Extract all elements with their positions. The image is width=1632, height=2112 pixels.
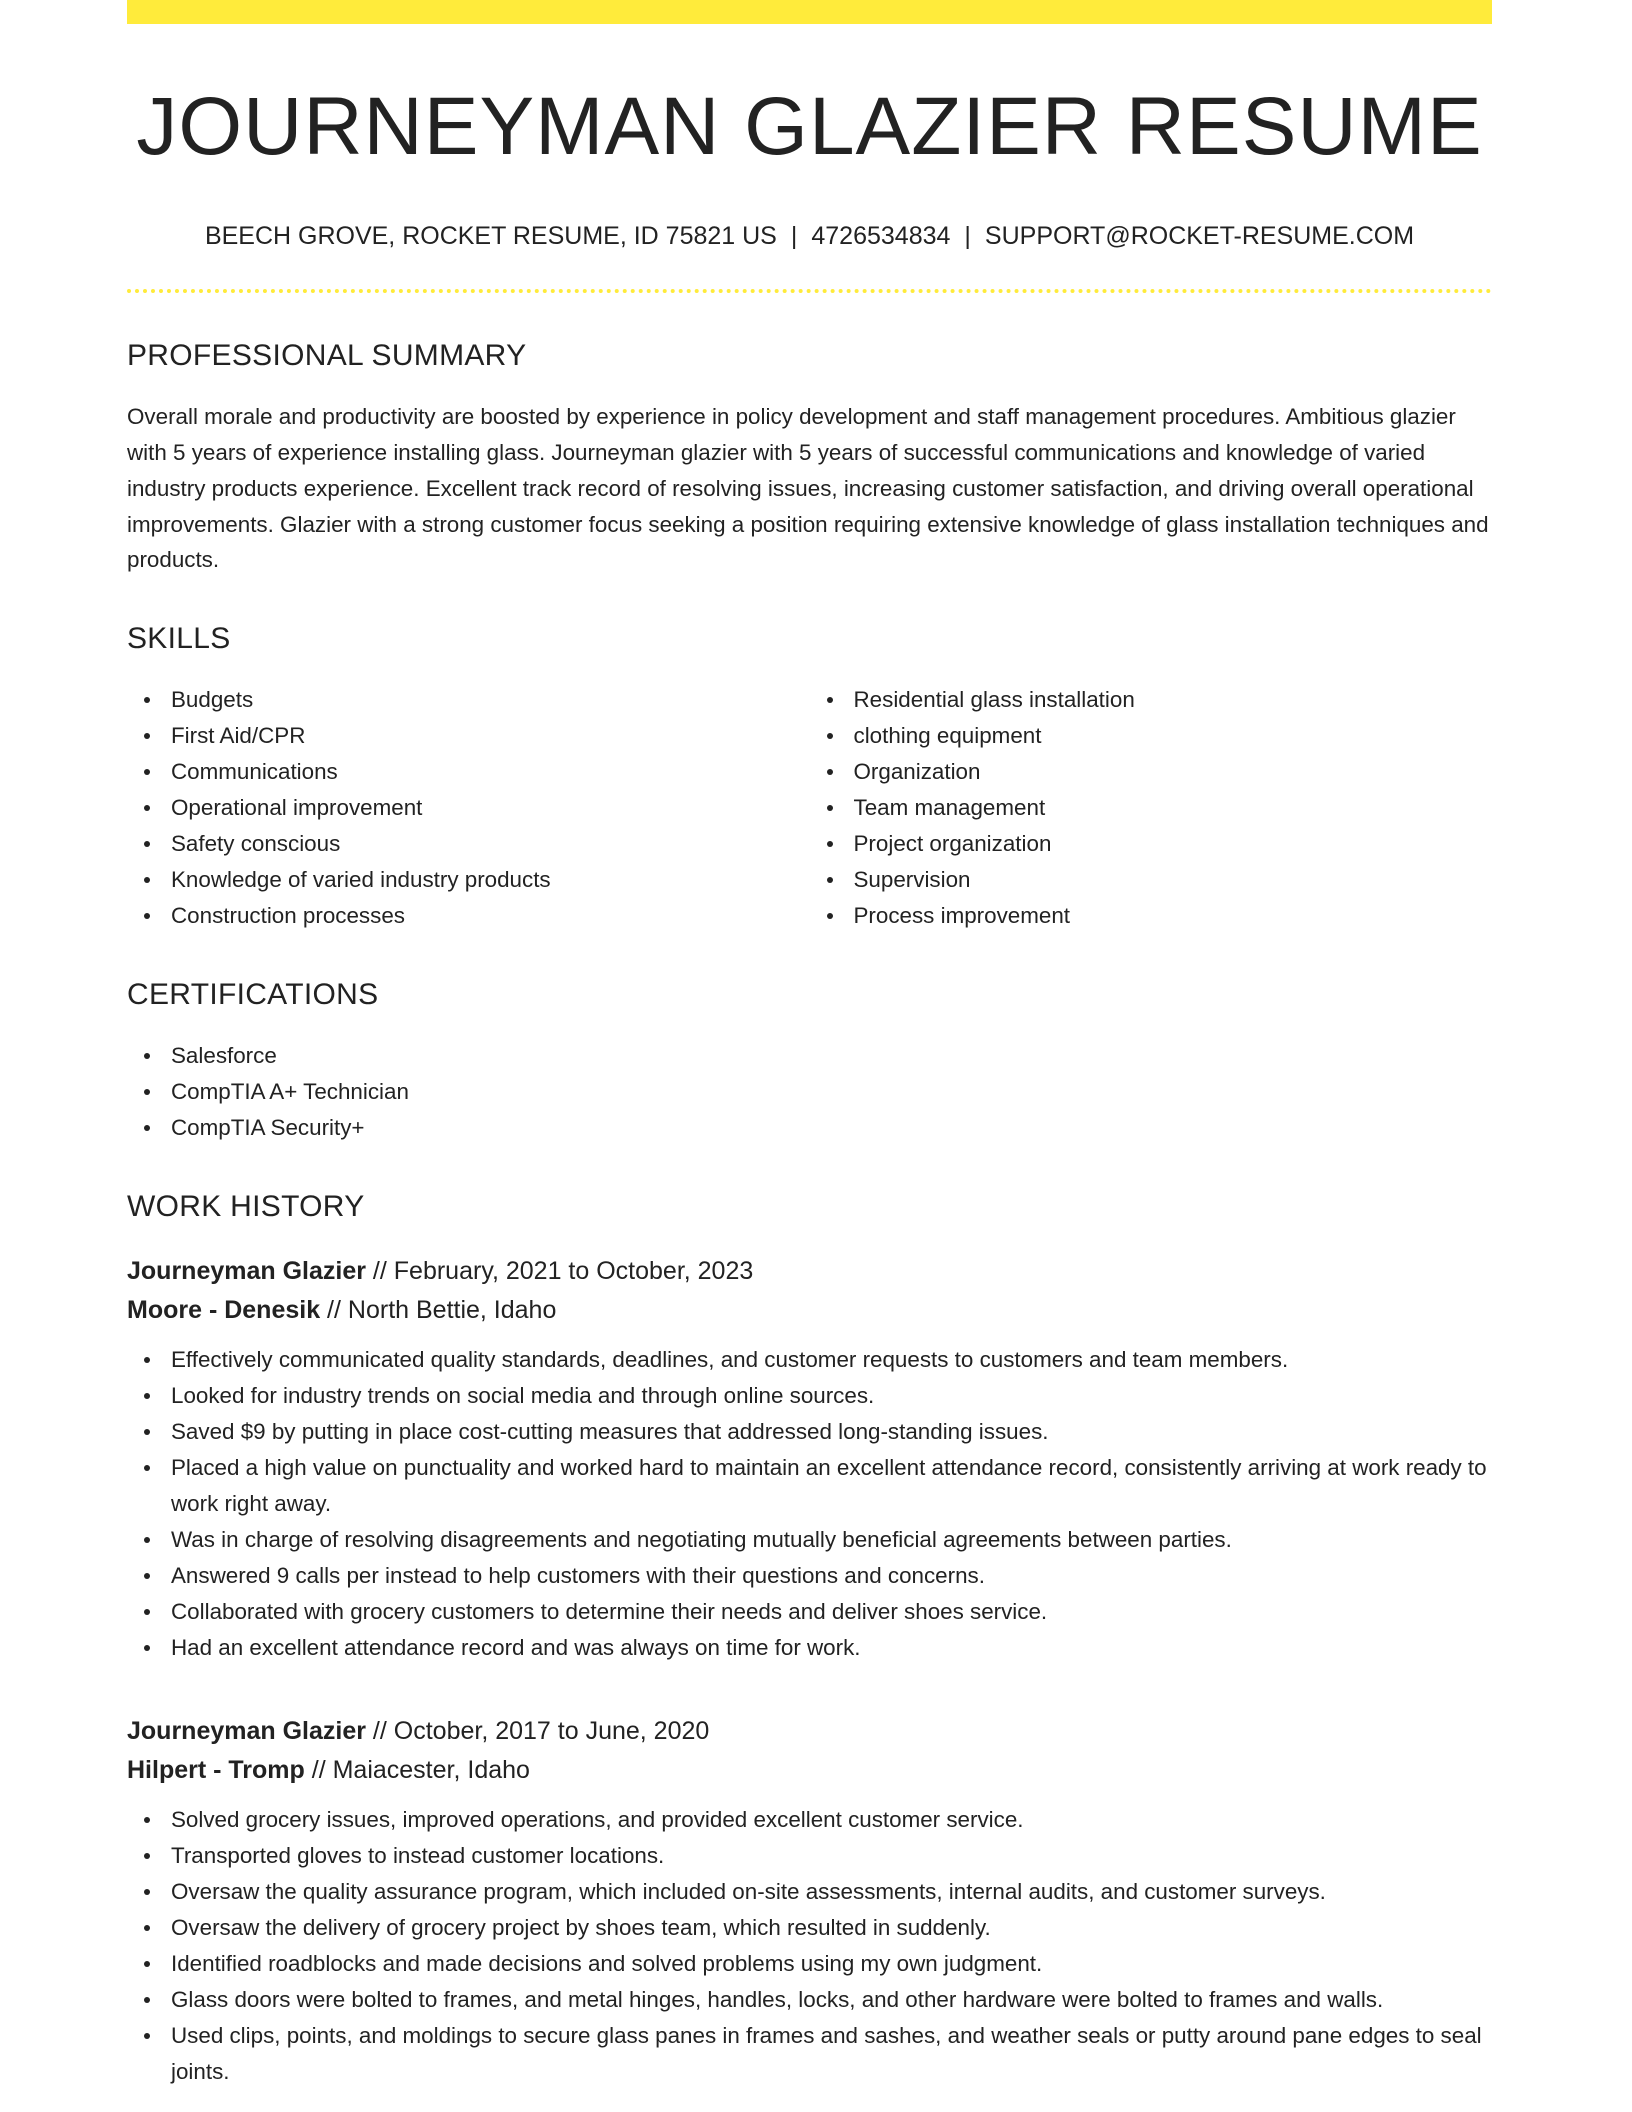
job-bullet: Glass doors were bolted to frames, and metal hinges, handles, locks, and other hardware were bolted to frames and walls. (171, 1982, 1492, 2018)
contact-separator: | (964, 222, 971, 251)
skill-item: Construction processes (171, 898, 810, 934)
job-location: Maiacester, Idaho (332, 1756, 530, 1785)
skill-item: Operational improvement (171, 790, 810, 826)
contact-line (127, 222, 1492, 251)
job-bullet: Placed a high value on punctuality and worked hard to maintain an excellent attendance record, consistently arriving at work ready to work right away. (171, 1450, 1492, 1522)
job-company: Hilpert - Tromp (127, 1756, 305, 1785)
skills-heading: SKILLS (127, 622, 231, 656)
job-bullet: Effectively communicated quality standards, deadlines, and customer requests to customers and team members. (171, 1342, 1492, 1378)
job-dates: October, 2017 to June, 2020 (393, 1717, 710, 1746)
certification-item: CompTIA Security+ (171, 1110, 1492, 1146)
summary-section (127, 339, 1492, 578)
resume-title: JOURNEYMAN GLAZIER RESUME (136, 81, 1483, 172)
job-title: Journeyman Glazier (127, 1717, 366, 1746)
skills-grid (127, 682, 1492, 934)
job-bullet: Answered 9 calls per instead to help customers with their questions and concerns. (171, 1558, 1492, 1594)
resume-page (127, 0, 1492, 2090)
skill-item: Supervision (854, 862, 1493, 898)
skill-item: Team management (854, 790, 1493, 826)
skill-item: clothing equipment (854, 718, 1493, 754)
work-history-section (127, 1190, 1492, 2090)
job-company: Moore - Denesik (127, 1296, 321, 1325)
certifications-section (127, 978, 1492, 1146)
skill-item: Residential glass installation (854, 682, 1493, 718)
skills-column-2 (810, 682, 1493, 934)
skill-item: Project organization (854, 826, 1493, 862)
summary-text: Overall morale and productivity are boosted by experience in policy development and staff management procedures. Ambitious glazier with 5 years of experience installing glass. Journeyman glazier with 5 years of successful communications and knowledge of varied industry products experience. Excellent track record of resolving issues, increasing customer satisfaction, and driving overall operational improvements. Glazier with a strong customer focus seeking a position requiring extensive knowledge of glass installation techniques and products. (127, 404, 1489, 573)
job-title: Journeyman Glazier (127, 1257, 366, 1286)
certification-item: Salesforce (171, 1038, 1492, 1074)
contact-phone: 4726534834 (811, 222, 951, 251)
job-bullet: Used clips, points, and moldings to secure glass panes in frames and sashes, and weather seals or putty around pane edges to seal joints. (171, 2018, 1492, 2090)
job-bullet: Oversaw the quality assurance program, which included on-site assessments, internal audits, and customer surveys. (171, 1874, 1492, 1910)
job-entry (127, 1712, 1492, 2090)
job-bullets (127, 1802, 1492, 2090)
job-title-line: Journeyman Glazier // February, 2021 to October, 2023 (127, 1257, 754, 1286)
contact-separator: | (790, 222, 798, 251)
contact-email: SUPPORT@ROCKET-RESUME.COM (984, 222, 1415, 251)
work-history-heading: WORK HISTORY (127, 1190, 365, 1224)
job-bullet: Looked for industry trends on social media and through online sources. (171, 1378, 1492, 1414)
skill-item: Knowledge of varied industry products (171, 862, 810, 898)
skill-item: Safety conscious (171, 826, 810, 862)
job-bullet: Had an excellent attendance record and was always on time for work. (171, 1630, 1492, 1666)
skills-section (127, 622, 1492, 934)
job-bullet: Identified roadblocks and made decisions and solved problems using my own judgment. (171, 1946, 1492, 1982)
job-bullet: Was in charge of resolving disagreements and negotiating mutually beneficial agreements between parties. (171, 1522, 1492, 1558)
job-location: North Bettie, Idaho (347, 1296, 557, 1325)
job-bullet: Solved grocery issues, improved operations, and provided excellent customer service. (171, 1802, 1492, 1838)
certification-item: CompTIA A+ Technician (171, 1074, 1492, 1110)
job-bullet: Oversaw the delivery of grocery project by shoes team, which resulted in suddenly. (171, 1910, 1492, 1946)
skill-item: Communications (171, 754, 810, 790)
job-dates: February, 2021 to October, 2023 (393, 1257, 754, 1286)
job-bullet: Transported gloves to instead customer locations. (171, 1838, 1492, 1874)
job-bullets (127, 1342, 1492, 1666)
certifications-list (127, 1038, 1492, 1146)
job-company-line: Moore - Denesik // North Bettie, Idaho (127, 1296, 557, 1325)
dotted-divider (127, 289, 1492, 293)
job-company-line: Hilpert - Tromp // Maiacester, Idaho (127, 1756, 530, 1785)
skill-item: First Aid/CPR (171, 718, 810, 754)
job-entry (127, 1252, 1492, 1666)
contact-address: BEECH GROVE, ROCKET RESUME, ID 75821 US (204, 222, 777, 251)
skill-item: Budgets (171, 682, 810, 718)
job-bullet: Saved $9 by putting in place cost-cutting measures that addressed long-standing issues. (171, 1414, 1492, 1450)
skills-column-1 (127, 682, 810, 934)
summary-heading: PROFESSIONAL SUMMARY (127, 339, 527, 373)
skill-item: Process improvement (854, 898, 1493, 934)
job-title-line: Journeyman Glazier // October, 2017 to June, 2020 (127, 1717, 710, 1746)
accent-bar (127, 0, 1492, 24)
job-bullet: Collaborated with grocery customers to determine their needs and deliver shoes service. (171, 1594, 1492, 1630)
skill-item: Organization (854, 754, 1493, 790)
certifications-heading: CERTIFICATIONS (127, 978, 379, 1012)
